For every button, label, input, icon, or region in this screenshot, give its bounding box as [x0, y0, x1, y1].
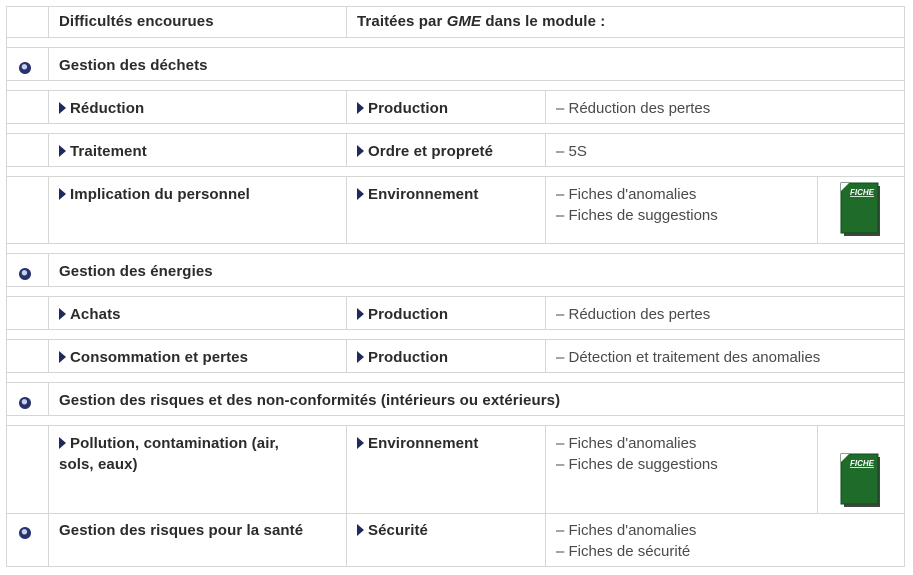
section-dechets — [6, 47, 905, 81]
detail-line: – Fiches de suggestions — [556, 207, 718, 224]
arrow-right-icon — [59, 102, 66, 114]
bullet-icon — [19, 527, 31, 539]
bullet-cell — [6, 339, 49, 373]
arrow-right-icon — [357, 351, 364, 363]
section-title-cell — [48, 47, 905, 81]
detail-line: – 5S — [556, 143, 587, 160]
arrow-right-icon — [59, 351, 66, 363]
header-row — [6, 6, 905, 38]
bullet-icon — [19, 268, 31, 280]
svg-text:FICHE: FICHE — [850, 188, 874, 197]
difficulty-cell — [48, 339, 347, 373]
detail-cell — [545, 90, 905, 124]
header-col1 — [48, 6, 347, 38]
table-row-sante — [6, 513, 905, 567]
header-col2-label: Traitées par GME dans le module : — [357, 13, 606, 30]
bullet-cell — [6, 253, 49, 287]
module-cell — [346, 296, 546, 330]
difficulty-label: Réduction — [59, 98, 144, 119]
arrow-right-icon — [59, 145, 66, 157]
detail-line: – Fiches d'anomalies — [556, 522, 697, 539]
module-label: Sécurité — [357, 520, 428, 541]
difficulty-cell — [48, 133, 347, 167]
detail-line: – Détection et traitement des anomalies — [556, 349, 821, 366]
bullet-cell — [6, 176, 49, 244]
header-col1-label: Difficultés encourues — [59, 13, 214, 30]
section-title: Gestion des risques et des non-conformités (intérieurs ou extérieurs) — [59, 392, 561, 409]
bullet-cell — [6, 47, 49, 81]
section-title-cell — [48, 382, 905, 416]
detail-cell — [545, 133, 905, 167]
header-bullet-cell — [6, 6, 49, 38]
difficulty-cell — [48, 425, 347, 514]
arrow-right-icon — [59, 437, 66, 449]
module-cell — [346, 425, 546, 514]
arrow-right-icon — [59, 188, 66, 200]
difficulty-label: Achats — [59, 304, 121, 325]
icon-cell — [817, 425, 905, 514]
difficulty-cell — [48, 176, 347, 244]
module-cell — [346, 339, 546, 373]
module-cell — [346, 133, 546, 167]
difficulty-label: Pollution, contamination (air, — [59, 433, 279, 454]
table-row-consommation — [6, 339, 905, 373]
module-label: Production — [357, 347, 448, 368]
module-cell — [346, 176, 546, 244]
arrow-right-icon — [357, 188, 364, 200]
detail-cell — [545, 425, 818, 514]
module-cell — [346, 90, 546, 124]
table-row-implication — [6, 176, 905, 244]
module-cell — [346, 513, 546, 567]
arrow-right-icon — [357, 308, 364, 320]
module-label: Environnement — [357, 433, 478, 454]
section-risques — [6, 382, 905, 416]
fiche-document-icon[interactable] — [840, 453, 881, 508]
table-row-achats — [6, 296, 905, 330]
difficulty-label: Traitement — [59, 141, 147, 162]
detail-line: – Fiches d'anomalies — [556, 186, 697, 203]
detail-cell — [545, 513, 905, 567]
arrow-right-icon — [357, 524, 364, 536]
section-title: Gestion des énergies — [59, 263, 213, 280]
bullet-cell — [6, 90, 49, 124]
difficulty-label-line2: sols, eaux) — [59, 456, 138, 473]
difficulty-cell — [48, 513, 347, 567]
difficulty-label: Consommation et pertes — [59, 347, 248, 368]
table-row-traitement — [6, 133, 905, 167]
difficulty-cell — [48, 90, 347, 124]
bullet-cell — [6, 382, 49, 416]
detail-line: – Réduction des pertes — [556, 100, 711, 117]
detail-cell — [545, 176, 818, 244]
section-title-cell — [48, 253, 905, 287]
section-title: Gestion des déchets — [59, 57, 208, 74]
module-label: Production — [357, 304, 448, 325]
detail-line: – Fiches de suggestions — [556, 456, 718, 473]
bullet-cell — [6, 133, 49, 167]
bullet-icon — [19, 62, 31, 74]
module-label: Environnement — [357, 184, 478, 205]
detail-cell — [545, 296, 905, 330]
table-row-reduction — [6, 90, 905, 124]
table-row-pollution — [6, 425, 905, 514]
bullet-cell — [6, 296, 49, 330]
icon-cell — [817, 176, 905, 244]
section-energies — [6, 253, 905, 287]
difficulty-label: Implication du personnel — [59, 184, 250, 205]
svg-text:FICHE: FICHE — [850, 459, 874, 468]
detail-line: – Fiches de sécurité — [556, 543, 691, 560]
arrow-right-icon — [357, 437, 364, 449]
difficulty-label: Gestion des risques pour la santé — [59, 522, 304, 539]
header-col2 — [346, 6, 905, 38]
detail-cell — [545, 339, 905, 373]
detail-line: – Fiches d'anomalies — [556, 435, 697, 452]
difficulty-cell — [48, 296, 347, 330]
arrow-right-icon — [59, 308, 66, 320]
bullet-icon — [19, 397, 31, 409]
module-label: Ordre et propreté — [357, 141, 493, 162]
arrow-right-icon — [357, 102, 364, 114]
bullet-cell — [6, 425, 49, 514]
module-label: Production — [357, 98, 448, 119]
detail-line: – Réduction des pertes — [556, 306, 711, 323]
bullet-cell — [6, 513, 49, 567]
fiche-document-icon[interactable] — [840, 182, 881, 237]
arrow-right-icon — [357, 145, 364, 157]
